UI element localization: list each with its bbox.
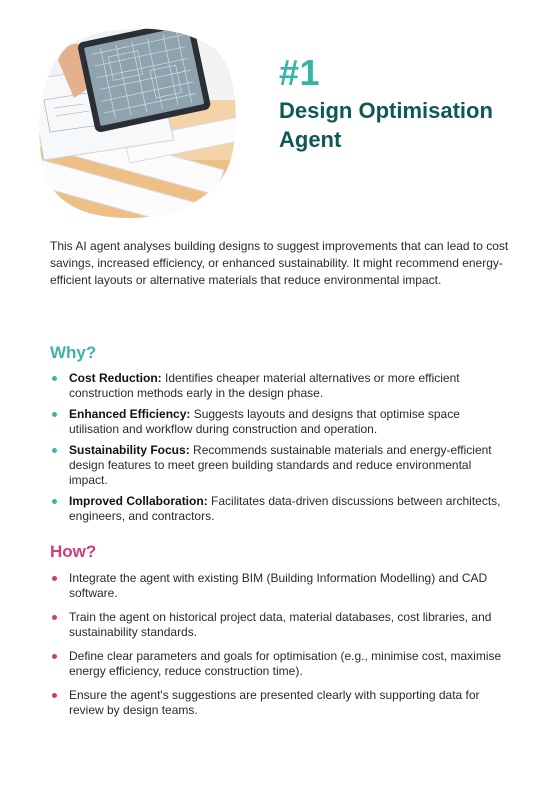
bullet-icon <box>52 499 57 504</box>
bullet-icon <box>52 693 57 698</box>
page-title: Design Optimisation Agent <box>279 98 493 152</box>
how-heading: How? <box>50 542 97 561</box>
how-item <box>50 649 512 679</box>
bullet-icon <box>52 376 57 381</box>
bullet-icon <box>52 412 57 417</box>
why-item-term: Improved Collaboration: <box>69 494 208 508</box>
how-item-text: Integrate the agent with existing BIM (Building Information Modelling) and CAD software. <box>69 571 488 600</box>
why-item-enhanced-efficiency <box>50 407 512 437</box>
why-item-term: Cost Reduction: <box>69 371 162 385</box>
intro-paragraph: This AI agent analyses building designs to suggest improvements that can lead to cost savings, increased efficiency, or enhanced sustainability. It might recommend energy-efficient layouts or alternative materials that reduce environmental impact. <box>50 239 509 287</box>
why-item-sustainability-focus <box>50 443 512 488</box>
why-item-text: Identifies cheaper material alternatives or more efficient construction methods early in the design phase. <box>69 371 460 400</box>
agent-number: #1 <box>279 52 321 93</box>
how-item <box>50 571 512 601</box>
why-item-term: Enhanced Efficiency: <box>69 407 191 421</box>
bullet-icon <box>52 615 57 620</box>
how-list <box>50 571 512 727</box>
why-item-term: Sustainability Focus: <box>69 443 190 457</box>
how-item-text: Train the agent on historical project data, material databases, cost libraries, and sustainability standards. <box>69 610 492 639</box>
how-item-text: Define clear parameters and goals for optimisation (e.g., minimise cost, maximise energy efficiency, reduce construction time). <box>69 649 502 678</box>
blueprint-tablet-image <box>34 20 238 220</box>
bullet-icon <box>52 448 57 453</box>
why-item-improved-collaboration <box>50 494 512 524</box>
why-item-cost-reduction <box>50 371 512 401</box>
how-item <box>50 610 512 640</box>
why-item-text: Facilitates data-driven discussions between architects, engineers, and contractors. <box>69 494 501 523</box>
why-list <box>50 371 512 530</box>
bullet-icon <box>52 576 57 581</box>
how-item <box>50 688 512 718</box>
why-item-text: Suggests layouts and designs that optimise space utilisation and workflow during construction and operation. <box>69 407 460 436</box>
why-item-text: Recommends sustainable materials and energy-efficient design features to meet green building standards and reduce environmental impact. <box>69 443 492 487</box>
why-heading: Why? <box>50 343 97 362</box>
bullet-icon <box>52 654 57 659</box>
how-item-text: Ensure the agent's suggestions are presented clearly with supporting data for review by design teams. <box>69 688 480 717</box>
